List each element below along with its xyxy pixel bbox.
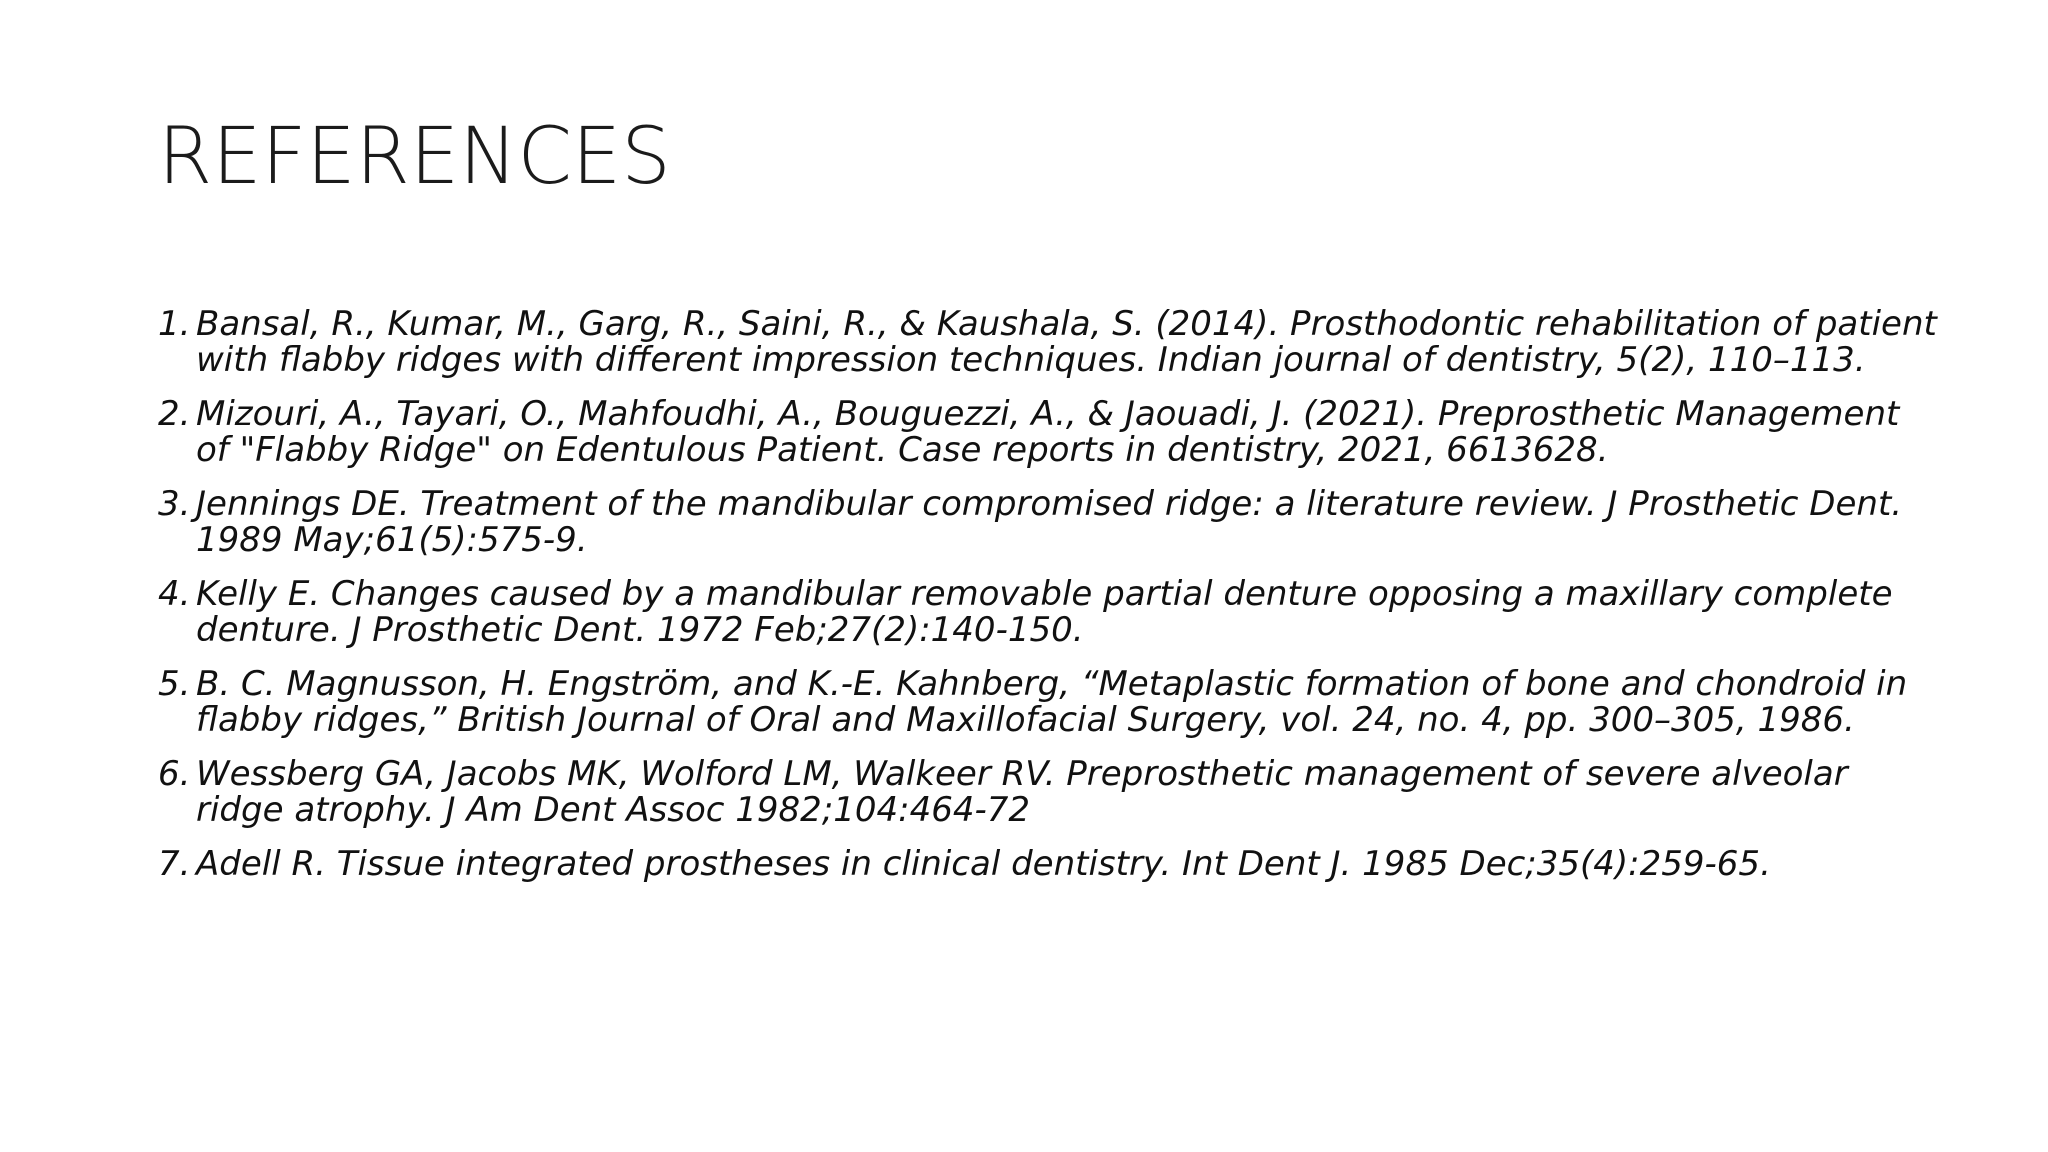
reference-number: 4.	[158, 574, 191, 614]
reference-item	[158, 306, 1938, 378]
reference-item	[158, 486, 1938, 558]
reference-item	[158, 846, 1938, 882]
reference-number: 1.	[158, 304, 191, 344]
reference-text: Adell R. Tissue integrated prostheses in clinical dentistry. Int Dent J. 1985 Dec;35(4):259-65.	[196, 844, 1771, 884]
reference-item	[158, 666, 1938, 738]
reference-text: Mizouri, A., Tayari, O., Mahfoudhi, A., Bouguezzi, A., & Jaouadi, J. (2021). Preprosthetic Management of "Flabby Ridge" on Edentulous Patient. Case reports in dentistry, 2021, 6613628.	[196, 394, 1900, 470]
reference-text: Jennings DE. Treatment of the mandibular compromised ridge: a literature review. J Prosthetic Dent. 1989 May;61(5):575-9.	[196, 484, 1903, 560]
reference-number: 6.	[158, 754, 191, 794]
slide-title: REFERENCES	[158, 112, 671, 202]
reference-number: 5.	[158, 664, 191, 704]
reference-number: 3.	[158, 484, 191, 524]
reference-text: Kelly E. Changes caused by a mandibular removable partial denture opposing a maxillary complete denture. J Prosthetic Dent. 1972 Feb;27(2):140-150.	[196, 574, 1893, 650]
reference-number: 7.	[158, 844, 191, 884]
reference-text: B. C. Magnusson, H. Engström, and K.-E. Kahnberg, “Metaplastic formation of bone and chondroid in flabby ridges,” British Journal of Oral and Maxillofacial Surgery, vol. 24, no. 4, pp. 300–305, 1986.	[196, 664, 1908, 740]
reference-list	[158, 306, 1938, 900]
reference-item	[158, 396, 1938, 468]
reference-number: 2.	[158, 394, 191, 434]
reference-text: Wessberg GA, Jacobs MK, Wolford LM, Walkeer RV. Preprosthetic management of severe alveolar ridge atrophy. J Am Dent Assoc 1982;104:464-72	[196, 754, 1848, 830]
reference-item	[158, 756, 1938, 828]
reference-item	[158, 576, 1938, 648]
reference-text: Bansal, R., Kumar, M., Garg, R., Saini, R., & Kaushala, S. (2014). Prosthodontic rehabilitation of patient with flabby ridges with different impression techniques. Indian journal of dentistry, 5(2), 110–113.	[196, 304, 1937, 380]
